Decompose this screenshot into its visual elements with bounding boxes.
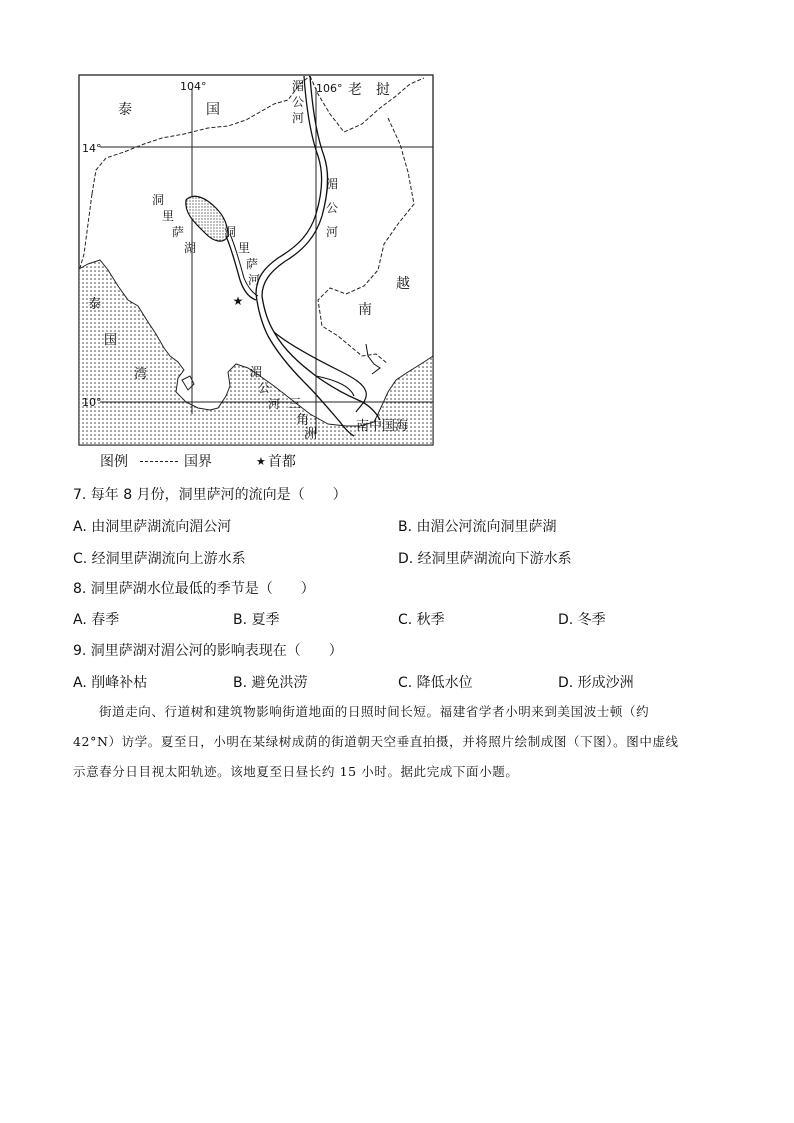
laos-label-2: 挝 [376, 82, 390, 98]
legend-capital-label: 首都 [267, 454, 296, 470]
map-legend [100, 451, 296, 471]
svg-text:里: 里 [238, 241, 251, 255]
label-10: 10° [82, 396, 102, 409]
question-9-stem: 9. 洞里萨湖对湄公河的影响表现在（ ） [73, 643, 343, 659]
svg-text:洞: 洞 [152, 193, 165, 207]
svg-text:泰: 泰 [88, 297, 102, 312]
thailand-label-1: 泰 [118, 102, 132, 118]
question-8-option-d: D. 冬季 [558, 612, 606, 628]
svg-text:洞: 洞 [224, 225, 237, 239]
svg-text:洲: 洲 [304, 427, 318, 442]
question-7-stem: 7. 每年 8 月份，洞里萨河的流向是（ ） [73, 487, 347, 503]
question-7-option-a: A. 由洞里萨湖流向湄公河 [73, 519, 232, 535]
question-9-option-a: A. 削峰补枯 [73, 675, 148, 691]
question-9-option-d: D. 形成沙洲 [558, 675, 634, 691]
svg-text:公: 公 [326, 201, 339, 215]
passage-line-1: 街道走向、行道树和建筑物影响街道地面的日照时间长短。福建省学者小明来到美国波士顿（约 [99, 704, 650, 719]
question-9-option-b: B. 避免洪涝 [233, 675, 308, 691]
label-106: 106° [316, 82, 343, 95]
label-14: 14° [82, 142, 102, 155]
svg-text:公: 公 [258, 381, 271, 395]
svg-text:河: 河 [268, 397, 281, 411]
svg-text:公: 公 [292, 95, 305, 109]
question-7-option-d: D. 经洞里萨湖流向下游水系 [398, 551, 572, 567]
question-8-option-a: A. 春季 [73, 612, 120, 628]
vietnam-label-2: 南 [358, 302, 372, 318]
legend-title: 图例 [100, 454, 128, 470]
question-8-stem: 8. 洞里萨湖水位最低的季节是（ ） [73, 581, 315, 597]
south-china-sea-label: 南中国海 [356, 419, 409, 434]
svg-text:里: 里 [162, 209, 175, 223]
mekong-label-top [292, 79, 304, 125]
svg-text:河: 河 [326, 225, 339, 239]
mekong-label-mid [326, 177, 338, 239]
mekong-map [78, 74, 434, 446]
passage [73, 697, 723, 787]
capital-star: ★ [232, 294, 244, 308]
svg-text:湖: 湖 [184, 241, 197, 255]
legend-border-label: 国界 [184, 454, 212, 470]
label-104: 104° [180, 80, 207, 93]
passage-line-2: 42°N）访学。夏至日，小明在某绿树成荫的街道朝天空垂直拍摄，并将照片绘制成图（下图）。图中虚线 [73, 734, 679, 749]
svg-text:河: 河 [292, 111, 305, 125]
svg-text:角: 角 [296, 413, 310, 428]
svg-text:河: 河 [248, 273, 261, 287]
svg-text:湾: 湾 [134, 367, 148, 382]
question-7-option-b: B. 由湄公河流向洞里萨湖 [398, 519, 557, 535]
svg-text:湄: 湄 [326, 177, 339, 191]
svg-text:湄: 湄 [292, 79, 305, 93]
vietnam-label-1: 越 [396, 276, 410, 292]
laos-label-1: 老 [348, 82, 362, 98]
question-9-option-c: C. 降低水位 [398, 675, 473, 691]
svg-text:国: 国 [104, 333, 118, 348]
passage-line-3: 示意春分日目视太阳轨迹。该地夏至日昼长约 15 小时。据此完成下面小题。 [73, 764, 519, 779]
svg-text:萨: 萨 [172, 225, 185, 239]
thailand-label-2: 国 [206, 102, 220, 118]
capital-legend-symbol: ★ [256, 454, 266, 468]
svg-text:湄: 湄 [250, 365, 263, 379]
svg-text:三: 三 [288, 397, 302, 412]
question-8-option-c: C. 秋季 [398, 612, 445, 628]
svg-text:萨: 萨 [246, 257, 259, 271]
border-legend-symbol [140, 461, 178, 462]
question-8-option-b: B. 夏季 [233, 612, 280, 628]
question-7-option-c: C. 经洞里萨湖流向上游水系 [73, 551, 246, 567]
